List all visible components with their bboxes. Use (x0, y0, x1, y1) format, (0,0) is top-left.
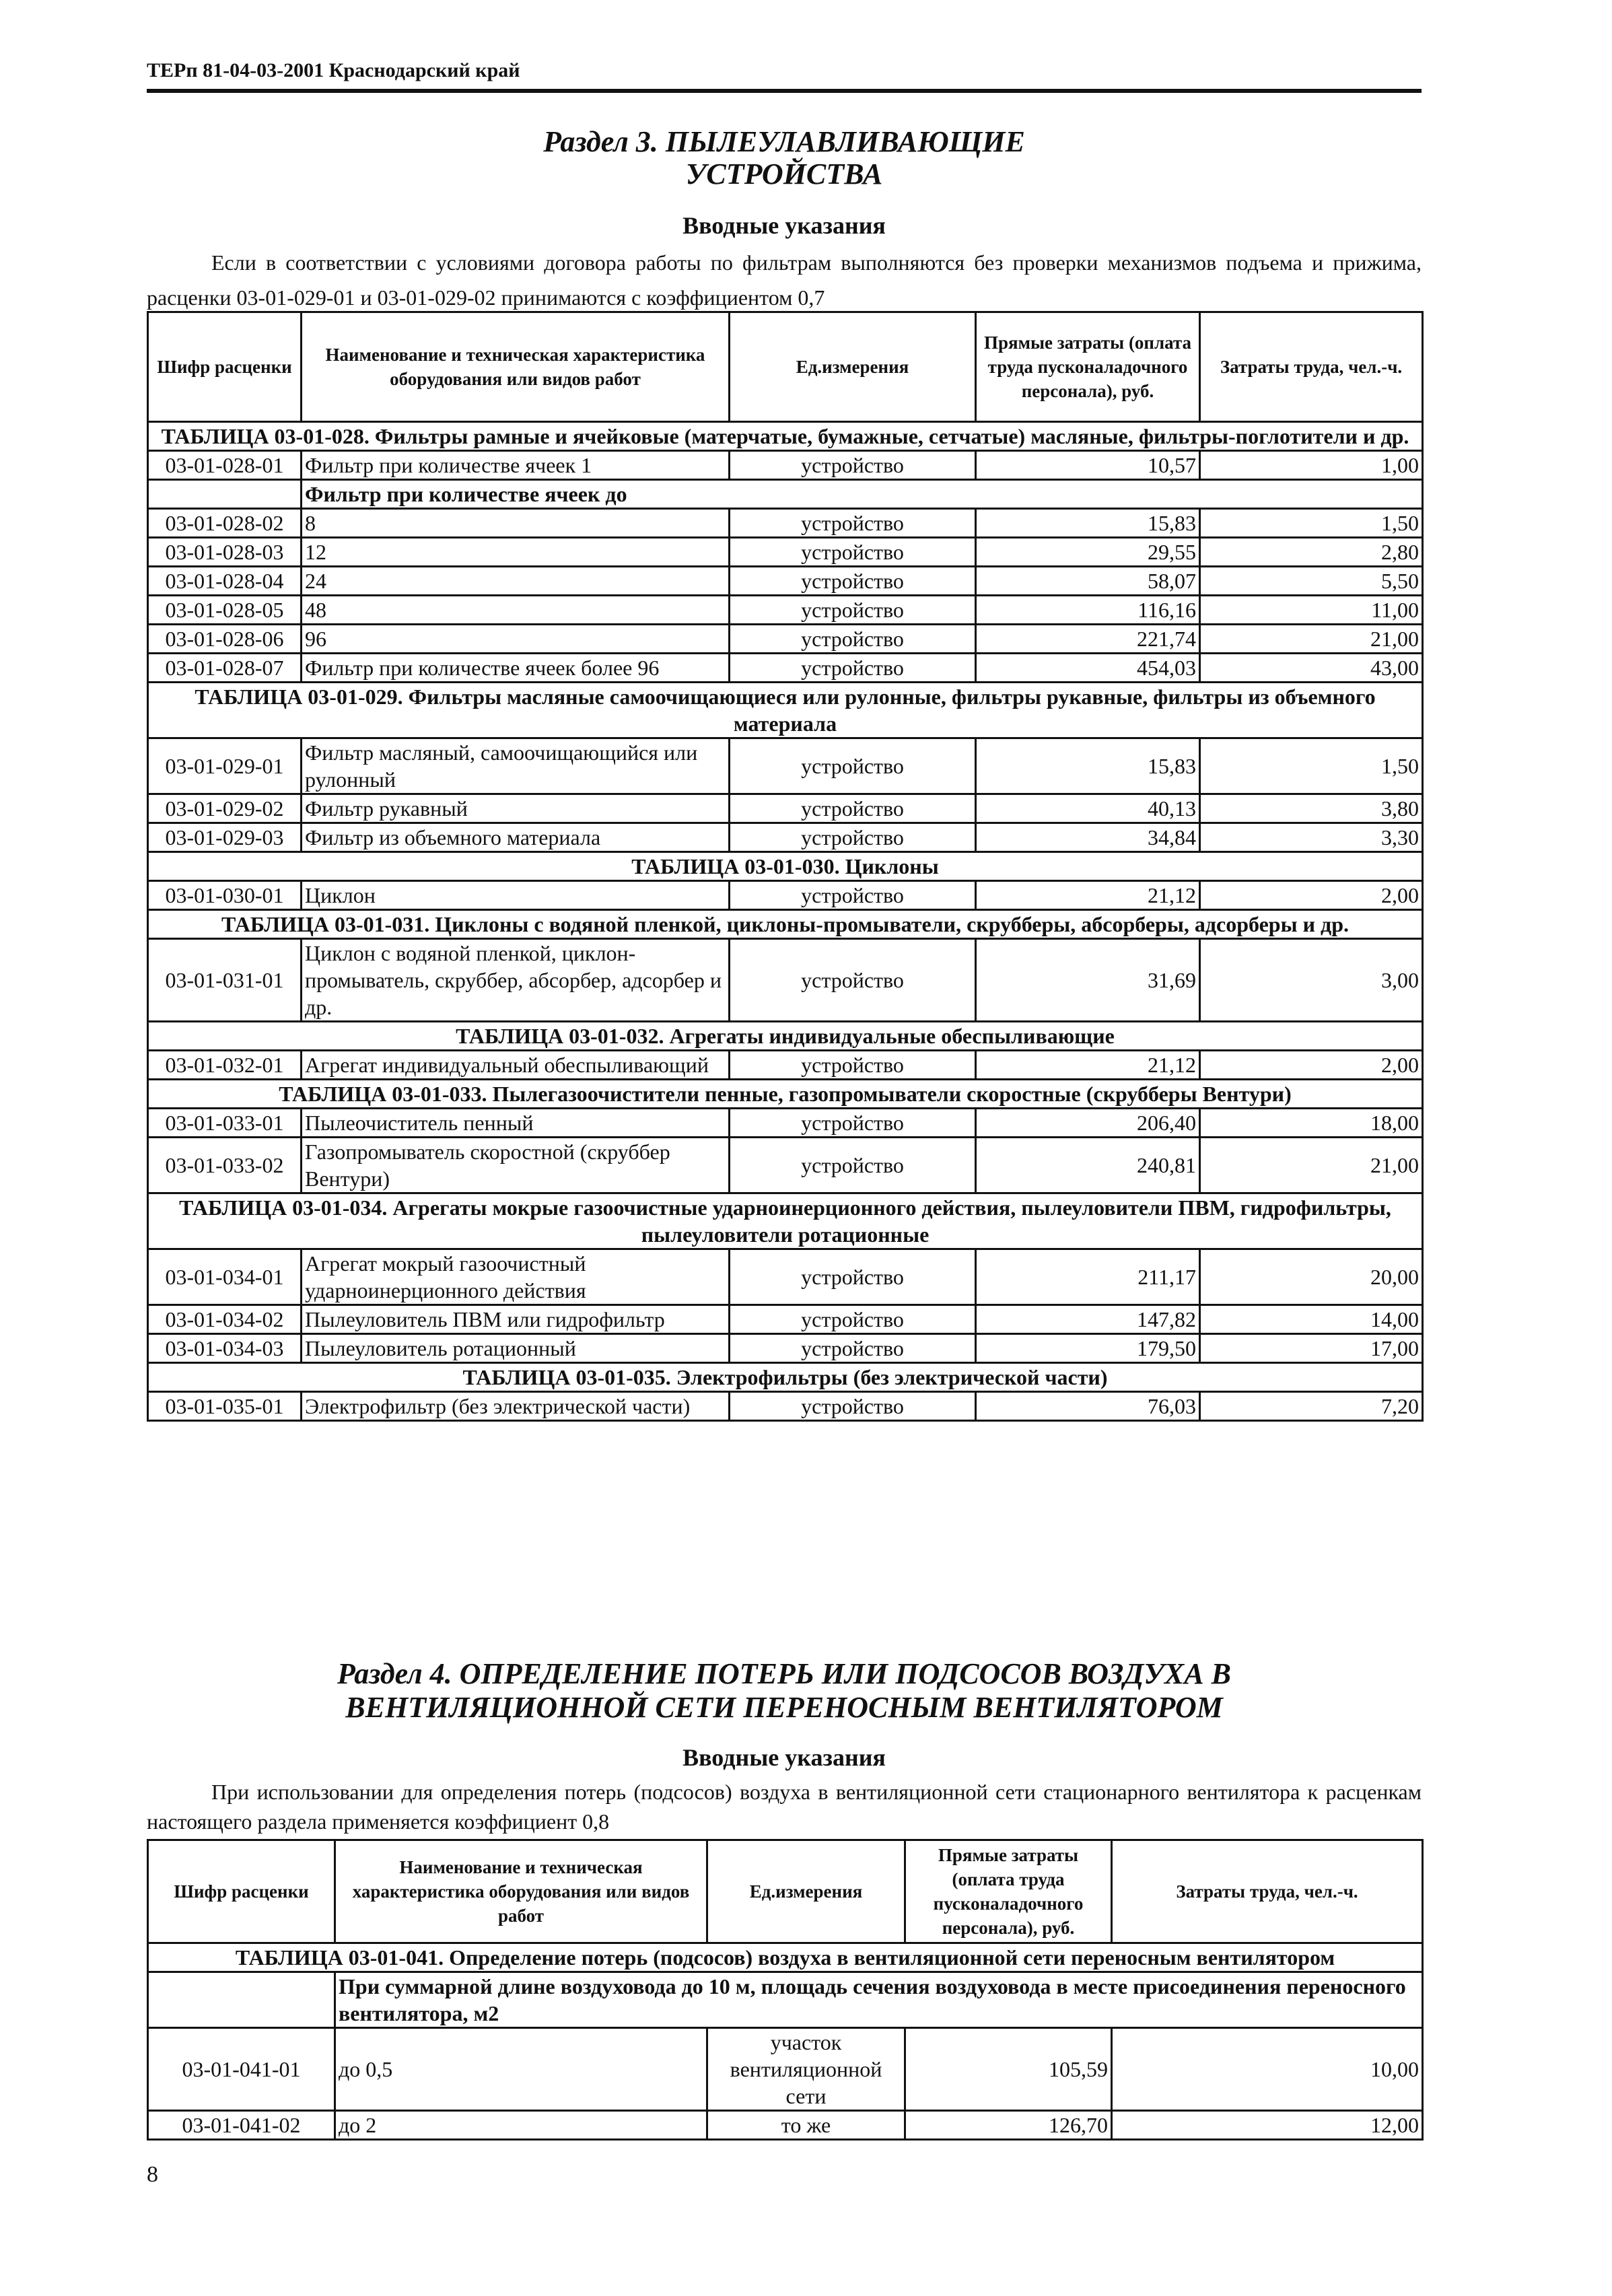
direct-cost: 10,57 (976, 451, 1200, 480)
col-labor: Затраты труда, чел.-ч. (1112, 1840, 1423, 1943)
document-header: ТЕРп 81-04-03-2001 Краснодарский край (147, 59, 520, 81)
rate-code: 03-01-028-04 (148, 567, 302, 596)
subheading-row (148, 1972, 1423, 2028)
rate-code: 03-01-031-01 (148, 939, 302, 1022)
col-labor: Затраты труда, чел.-ч. (1200, 312, 1423, 422)
table-section-title: ТАБЛИЦА 03-01-034. Агрегаты мокрые газоочистные ударноинерционного действия, пылеуловители ПВМ, гидрофильтры, пылеуловители ротационные (148, 1193, 1423, 1249)
unit: устройство (730, 509, 976, 538)
table-row (148, 2111, 1423, 2140)
table-row (148, 596, 1423, 625)
table-section-row (148, 1363, 1423, 1392)
direct-cost: 221,74 (976, 625, 1200, 654)
col-unit: Ед.измерения (707, 1840, 905, 1943)
unit: устройство (730, 1392, 976, 1421)
direct-cost: 34,84 (976, 823, 1200, 852)
table-section-row (148, 1943, 1423, 1972)
work-name: Фильтр масляный, самоочищающийся или рулонный (302, 738, 730, 794)
section3-title-line2: УСТРОЙСТВА (685, 158, 883, 190)
section4-rates-table (147, 1839, 1424, 2141)
unit: устройство (730, 939, 976, 1022)
work-name: Агрегат мокрый газоочистный ударноинерционного действия (302, 1249, 730, 1305)
section3-intro-text: Если в соответствии с условиями договора работы по фильтрам выполняются без проверки механизмов подъема и прижима, расценки 03-01-029-01 и 03-01-029-02 принимаются с коэффициентом 0,7 (147, 250, 1422, 310)
unit: устройство (730, 881, 976, 910)
labor-cost: 10,00 (1112, 2028, 1423, 2111)
work-name: Газопромыватель скоростной (скруббер Вентури) (302, 1138, 730, 1193)
rate-code: 03-01-028-02 (148, 509, 302, 538)
direct-cost: 240,81 (976, 1138, 1200, 1193)
table-section-row (148, 683, 1423, 738)
table-section-title: ТАБЛИЦА 03-01-033. Пылегазоочистители пенные, газопромыватели скоростные (скрубберы Вентури) (148, 1080, 1423, 1109)
rate-code: 03-01-028-03 (148, 538, 302, 567)
header-rule (147, 89, 1422, 93)
labor-cost: 1,50 (1200, 509, 1423, 538)
work-name: до 0,5 (335, 2028, 707, 2111)
rate-code: 03-01-028-05 (148, 596, 302, 625)
direct-cost: 15,83 (976, 738, 1200, 794)
work-name: Пылеуловитель ротационный (302, 1334, 730, 1363)
direct-cost: 31,69 (976, 939, 1200, 1022)
labor-cost: 43,00 (1200, 654, 1423, 683)
work-name: Фильтр при количестве ячеек более 96 (302, 654, 730, 683)
page-number: 8 (147, 2162, 158, 2187)
table-row (148, 1249, 1423, 1305)
direct-cost: 29,55 (976, 538, 1200, 567)
work-name: Циклон с водяной пленкой, циклон-промыватель, скруббер, абсорбер, адсорбер и др. (302, 939, 730, 1022)
unit: устройство (730, 654, 976, 683)
rate-code: 03-01-032-01 (148, 1051, 302, 1080)
table-row (148, 794, 1423, 823)
table-section-title: ТАБЛИЦА 03-01-030. Циклоны (148, 852, 1423, 881)
unit: то же (707, 2111, 905, 2140)
rate-code: 03-01-029-03 (148, 823, 302, 852)
labor-cost: 1,00 (1200, 451, 1423, 480)
table-section-title: ТАБЛИЦА 03-01-029. Фильтры масляные самоочищающиеся или рулонные, фильтры рукавные, фильтры из объемного материала (148, 683, 1423, 738)
unit: устройство (730, 1109, 976, 1138)
direct-cost: 116,16 (976, 596, 1200, 625)
labor-cost: 7,20 (1200, 1392, 1423, 1421)
subheading-row (148, 480, 1423, 509)
direct-cost: 179,50 (976, 1334, 1200, 1363)
direct-cost: 21,12 (976, 1051, 1200, 1080)
direct-cost: 454,03 (976, 654, 1200, 683)
table-section-row (148, 422, 1423, 451)
table-row (148, 2028, 1423, 2111)
labor-cost: 3,00 (1200, 939, 1423, 1022)
rate-code: 03-01-030-01 (148, 881, 302, 910)
table-section-row (148, 1080, 1423, 1109)
rate-code: 03-01-028-06 (148, 625, 302, 654)
section3-intro-heading: Вводные указания (682, 212, 886, 239)
rate-code: 03-01-029-01 (148, 738, 302, 794)
table-section-title: ТАБЛИЦА 03-01-032. Агрегаты индивидуальные обеспыливающие (148, 1022, 1423, 1051)
unit: устройство (730, 1051, 976, 1080)
table-section-title: ТАБЛИЦА 03-01-041. Определение потерь (подсосов) воздуха в вентиляционной сети переносным вентилятором (148, 1943, 1423, 1972)
work-name: Пылеуловитель ПВМ или гидрофильтр (302, 1305, 730, 1334)
col-cost: Прямые затраты (оплата труда пусконаладочного персонала), руб. (976, 312, 1200, 422)
unit: устройство (730, 567, 976, 596)
table-row (148, 1305, 1423, 1334)
work-name: 24 (302, 567, 730, 596)
labor-cost: 21,00 (1200, 1138, 1423, 1193)
table-row (148, 1051, 1423, 1080)
labor-cost: 12,00 (1112, 2111, 1423, 2140)
table-row (148, 654, 1423, 683)
labor-cost: 5,50 (1200, 567, 1423, 596)
work-name: Электрофильтр (без электрической части) (302, 1392, 730, 1421)
unit: устройство (730, 451, 976, 480)
table-row (148, 538, 1423, 567)
rate-code: 03-01-029-02 (148, 794, 302, 823)
table-section-title: ТАБЛИЦА 03-01-035. Электрофильтры (без электрической части) (148, 1363, 1423, 1392)
table-section-title: ТАБЛИЦА 03-01-028. Фильтры рамные и ячейковые (матерчатые, бумажные, сетчатые) масляные, фильтры-поглотители и др. (148, 422, 1423, 451)
unit: устройство (730, 738, 976, 794)
labor-cost: 2,00 (1200, 1051, 1423, 1080)
col-cost: Прямые затраты (оплата труда пусконаладочного персонала), руб. (905, 1840, 1112, 1943)
unit: устройство (730, 596, 976, 625)
labor-cost: 20,00 (1200, 1249, 1423, 1305)
rate-code: 03-01-034-01 (148, 1249, 302, 1305)
table-section-row (148, 1193, 1423, 1249)
work-name: Фильтр из объемного материала (302, 823, 730, 852)
table-section-row (148, 1022, 1423, 1051)
table-row (148, 881, 1423, 910)
rate-code: 03-01-041-01 (148, 2028, 335, 2111)
rate-code: 03-01-033-01 (148, 1109, 302, 1138)
col-unit: Ед.измерения (730, 312, 976, 422)
direct-cost: 211,17 (976, 1249, 1200, 1305)
empty-code-cell (148, 1972, 335, 2028)
col-name: Наименование и техническая характеристика оборудования или видов работ (302, 312, 730, 422)
unit: устройство (730, 538, 976, 567)
direct-cost: 126,70 (905, 2111, 1112, 2140)
work-name: 8 (302, 509, 730, 538)
rate-code: 03-01-034-02 (148, 1305, 302, 1334)
work-name: до 2 (335, 2111, 707, 2140)
unit: устройство (730, 1249, 976, 1305)
direct-cost: 21,12 (976, 881, 1200, 910)
direct-cost: 40,13 (976, 794, 1200, 823)
table-row (148, 625, 1423, 654)
rate-code: 03-01-041-02 (148, 2111, 335, 2140)
table-row (148, 1392, 1423, 1421)
rate-code: 03-01-033-02 (148, 1138, 302, 1193)
work-name: Агрегат индивидуальный обеспыливающий (302, 1051, 730, 1080)
work-name: Фильтр при количестве ячеек 1 (302, 451, 730, 480)
table-row (148, 1334, 1423, 1363)
section4-title-line1: Раздел 4. ОПРЕДЕЛЕНИЕ ПОТЕРЬ ИЛИ ПОДСОСОВ ВОЗДУХА В (337, 1657, 1231, 1690)
direct-cost: 58,07 (976, 567, 1200, 596)
table-row (148, 738, 1423, 794)
direct-cost: 76,03 (976, 1392, 1200, 1421)
work-name: Фильтр рукавный (302, 794, 730, 823)
work-name: Пылеочиститель пенный (302, 1109, 730, 1138)
section3-rates-table (147, 311, 1424, 1422)
col-code: Шифр расценки (148, 312, 302, 422)
direct-cost: 147,82 (976, 1305, 1200, 1334)
table-row (148, 509, 1423, 538)
table-row (148, 1138, 1423, 1193)
labor-cost: 17,00 (1200, 1334, 1423, 1363)
rate-code: 03-01-035-01 (148, 1392, 302, 1421)
section4-intro-heading: Вводные указания (682, 1744, 886, 1771)
work-name: Циклон (302, 881, 730, 910)
unit: участок вентиляционной сети (707, 2028, 905, 2111)
empty-code-cell (148, 480, 302, 509)
unit: устройство (730, 1305, 976, 1334)
direct-cost: 206,40 (976, 1109, 1200, 1138)
labor-cost: 14,00 (1200, 1305, 1423, 1334)
labor-cost: 1,50 (1200, 738, 1423, 794)
rate-code: 03-01-028-07 (148, 654, 302, 683)
work-name: 12 (302, 538, 730, 567)
labor-cost: 21,00 (1200, 625, 1423, 654)
subheading-text: При суммарной длине воздуховода до 10 м, площадь сечения воздуховода в месте присоединения переносного вентилятора, м2 (335, 1972, 1423, 2028)
work-name: 48 (302, 596, 730, 625)
labor-cost: 2,80 (1200, 538, 1423, 567)
rate-code: 03-01-034-03 (148, 1334, 302, 1363)
direct-cost: 15,83 (976, 509, 1200, 538)
labor-cost: 3,80 (1200, 794, 1423, 823)
col-name: Наименование и техническая характеристика оборудования или видов работ (335, 1840, 707, 1943)
rate-code: 03-01-028-01 (148, 451, 302, 480)
table-section-title: ТАБЛИЦА 03-01-031. Циклоны с водяной пленкой, циклоны-промыватели, скрубберы, абсорберы, адсорберы и др. (148, 910, 1423, 939)
work-name: 96 (302, 625, 730, 654)
table-section-row (148, 910, 1423, 939)
labor-cost: 2,00 (1200, 881, 1423, 910)
unit: устройство (730, 625, 976, 654)
col-code: Шифр расценки (148, 1840, 335, 1943)
unit: устройство (730, 1138, 976, 1193)
unit: устройство (730, 1334, 976, 1363)
labor-cost: 18,00 (1200, 1109, 1423, 1138)
labor-cost: 11,00 (1200, 596, 1423, 625)
table-row (148, 567, 1423, 596)
table-row (148, 939, 1423, 1022)
labor-cost: 3,30 (1200, 823, 1423, 852)
table-row (148, 823, 1423, 852)
unit: устройство (730, 794, 976, 823)
section4-intro-text: При использовании для определения потерь (подсосов) воздуха в вентиляционной сети стационарного вентилятора к расценкам настоящего раздела применяется коэффициент 0,8 (147, 1780, 1422, 1834)
unit: устройство (730, 823, 976, 852)
table-row (148, 451, 1423, 480)
section4-title-line2: ВЕНТИЛЯЦИОННОЙ СЕТИ ПЕРЕНОСНЫМ ВЕНТИЛЯТОРОМ (345, 1691, 1223, 1724)
section3-title-line1: Раздел 3. ПЫЛЕУЛАВЛИВАЮЩИЕ (543, 125, 1025, 158)
table-section-row (148, 852, 1423, 881)
table-row (148, 1109, 1423, 1138)
direct-cost: 105,59 (905, 2028, 1112, 2111)
subheading-text: Фильтр при количестве ячеек до (302, 480, 1423, 509)
